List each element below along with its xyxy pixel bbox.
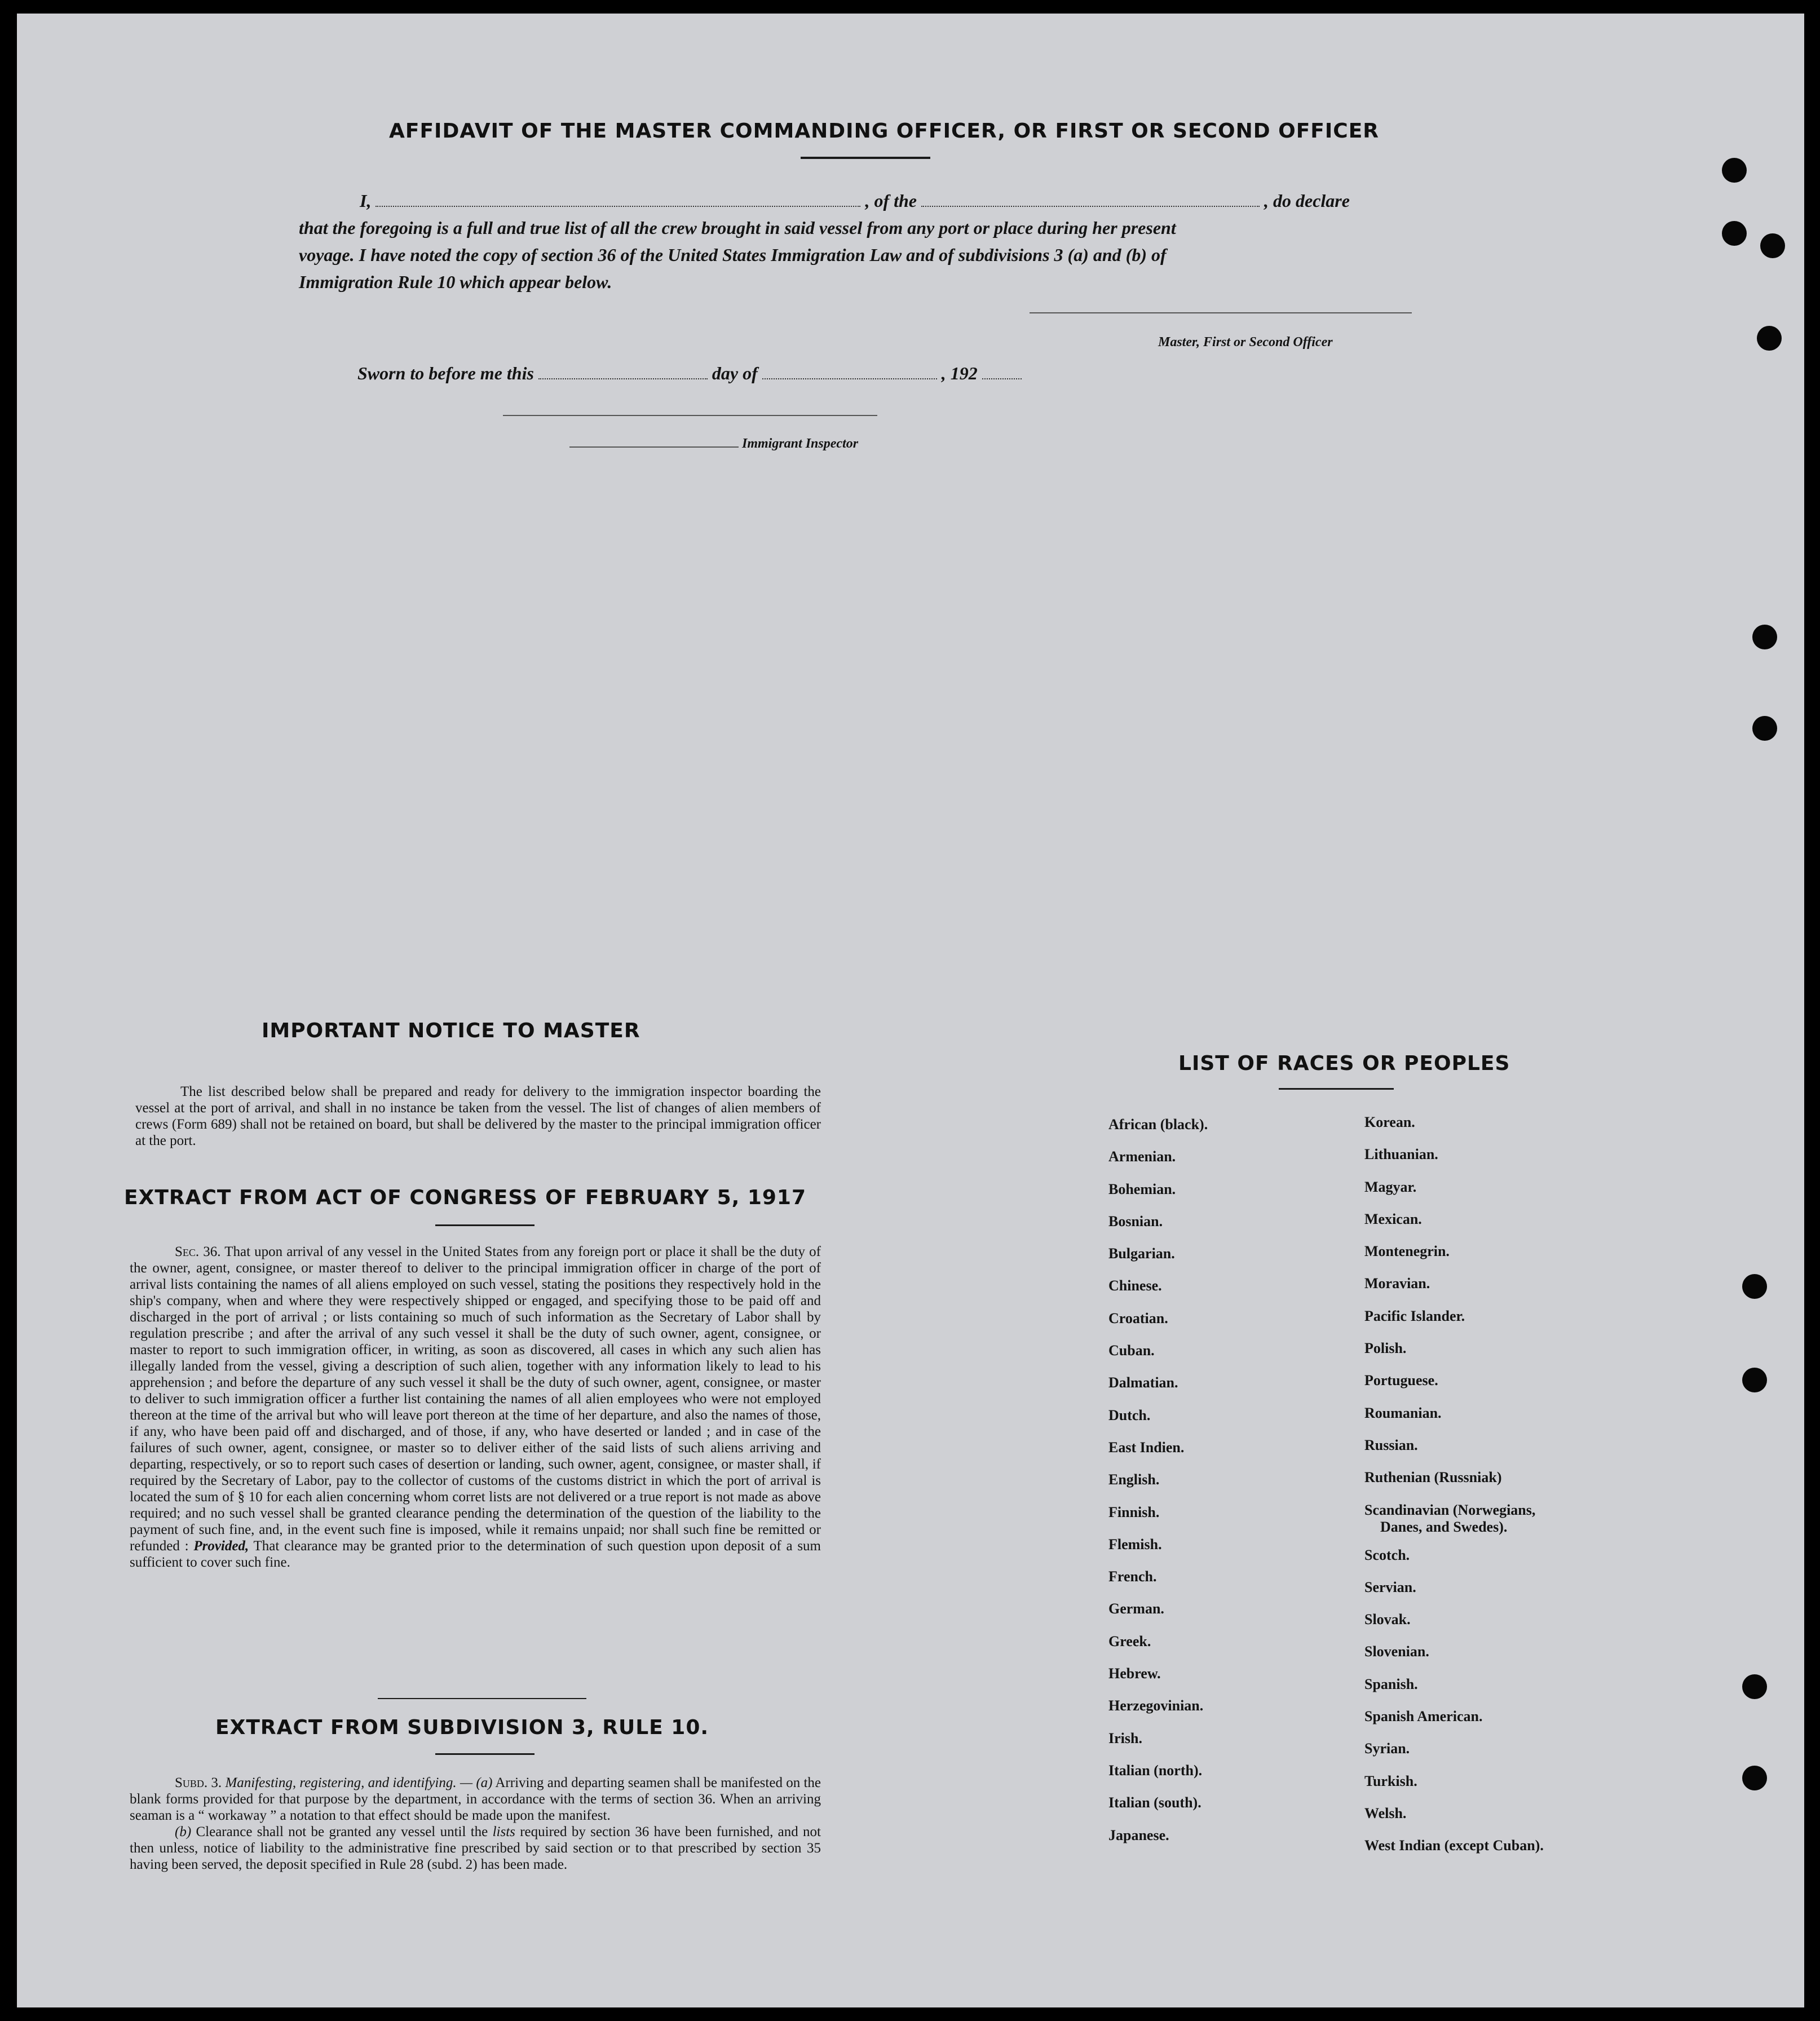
race-item: Spanish American.	[1364, 1708, 1483, 1725]
race-item: Magyar.	[1364, 1178, 1417, 1195]
race-item: Pacific Islander.	[1364, 1307, 1465, 1324]
punch-hole	[1752, 625, 1777, 649]
inspector-caption: Immigrant Inspector	[742, 436, 859, 451]
title-underline	[801, 157, 930, 159]
sworn-day-field[interactable]	[538, 378, 708, 379]
race-item: English.	[1108, 1471, 1160, 1488]
para-a-text: Arriving and departing seamen shall be manifested on the blank forms provided for that purpose by the department, in accordance with the terms of section 36. When an arriving seaman is a “ workaway ” a notation to that effect should be made upon the manifest.	[130, 1775, 821, 1823]
provided-label: Provided,	[193, 1538, 249, 1554]
race-item: Portuguese.	[1364, 1372, 1438, 1389]
race-item: West Indian (except Cuban).	[1364, 1837, 1544, 1854]
para-b-text-post: required by section 36 have been furnished, and not then unless, notice of liability to the administrative fine prescribed by said section or to that prescribed by section 35 having been served, the deposit specified in Rule 28 (subd. 2) has been made.	[130, 1824, 821, 1872]
race-item: Ruthenian (Russniak)	[1364, 1469, 1502, 1486]
para-b-lists: lists	[492, 1824, 515, 1839]
race-line: Danes, and Swedes).	[1380, 1518, 1508, 1535]
races-title: LIST OF RACES OR PEOPLES	[1178, 1052, 1510, 1075]
race-item: Italian (north).	[1108, 1762, 1203, 1779]
act-section-divider	[378, 1698, 586, 1699]
race-item: Montenegrin.	[1364, 1243, 1450, 1260]
subd-heading: Manifesting, registering, and identifying.	[225, 1775, 457, 1790]
race-item: French.	[1108, 1568, 1157, 1585]
race-item: Chinese.	[1108, 1277, 1162, 1294]
statement-line-2: that the foregoing is a full and true list of all the crew brought in said vessel from any port or place during her present	[299, 218, 1176, 238]
subd-label: Subd. 3.	[175, 1775, 222, 1790]
para-b-text-pre: Clearance shall not be granted any vessel until the	[196, 1824, 488, 1839]
officer-name-field[interactable]	[376, 206, 860, 207]
races-right-column	[1364, 1114, 1544, 1870]
vessel-name-field[interactable]	[921, 206, 1260, 207]
races-left-column	[1108, 1116, 1208, 1859]
race-item-multiline	[1364, 1502, 1544, 1547]
act-text-part1: That upon arrival of any vessel in the United States from any foreign port or place it shall be the duty of the owner, agent, consignee, or master thereof to deliver to the principal immigration officer in charge of the port of arrival lists containing the names of all aliens employed on such vessel, stating the positions they respectively hold in the ship's company, when and where they were respectively shipped or engaged, and specifying those to be paid off and discharged in the port of arrival ; or lists containing so much of such information as the Secretary of Labor shall by regulation prescribe ; and after the arrival of any such vessel it shall be the duty of such owner, agent, consignee, or master to report to such immigration officer, in writing, as soon as discovered, all cases in which any such alien has illegally landed from the vessel, giving a description of such alien, together with any information likely to lead to his apprehension ; and before the departure of any such vessel it shall be the duty of such owner, agent, consignee, or master to deliver to such immigration officer a further list containing the names of all alien employees who were not employed thereon at the time of the arrival but who will leave port thereon at the time of her departure, and also the names of those, if any, who have been paid off and discharged, and of those, if any, who have deserted or landed ; and in case of the failures of such owner, agent, consignee, or master so to deliver either of the said lists of such aliens arriving and departing, respectively, or so to report such cases of desertion or landing, such owner, agent, consignee, or master shall, if required by the Secretary of Labor, pay to the collector of customs of the customs district in which the port of arrival is located the sum of § 10 for each alien concerning whom corret lists are not delivered or a true report is not made as above required; and no such vessel shall be granted clearance pending the determination of the question of the liability to the payment of such fine, and, in the event such fine is imposed, while it remains unpaid; nor shall such fine be remitted or refunded :	[130, 1244, 821, 1554]
master-signature-caption: Master, First or Second Officer	[1158, 335, 1333, 350]
punch-hole	[1742, 1674, 1767, 1699]
race-item: Scotch.	[1364, 1546, 1410, 1563]
act-extract-body	[130, 1244, 821, 1571]
inspector-signature-line-2	[569, 446, 739, 448]
race-line: Scandinavian (Norwegians,	[1364, 1501, 1536, 1518]
do-declare-label: , do declare	[1264, 191, 1350, 211]
para-a-marker: — (a)	[460, 1775, 493, 1790]
race-item: Slovenian.	[1364, 1643, 1429, 1660]
document-page	[17, 14, 1804, 2007]
act-text-part2: That clearance may be granted prior to the determination of such question upon deposit of a sum sufficient to cover such fine.	[130, 1538, 821, 1570]
of-the-label: , of the	[865, 191, 917, 211]
section-label: Sec. 36.	[175, 1244, 221, 1259]
i-label: I,	[360, 191, 372, 211]
notice-paragraph: The list described below shall be prepared and ready for delivery to the immigration inspector boarding the vessel at the port of arrival, and shall in no instance be taken from the vessel. The list of changes of alien members of crews (Form 689) shall not be retained on board, but shall be delivered by the master to the principal immigration officer at the port.	[135, 1084, 821, 1148]
year-prefix-label: , 192	[941, 363, 978, 383]
punch-hole	[1742, 1766, 1767, 1790]
race-item: Polish.	[1364, 1340, 1407, 1357]
race-item: German.	[1108, 1600, 1164, 1617]
punch-hole	[1752, 716, 1777, 741]
statement-line-3: voyage. I have noted the copy of section 36 of the United States Immigration Law and of subdivisions 3 (a) and (b) of	[299, 245, 1167, 265]
sworn-month-field[interactable]	[762, 378, 937, 379]
race-item: Welsh.	[1364, 1805, 1407, 1821]
race-item: Italian (south).	[1108, 1794, 1201, 1811]
notice-title: IMPORTANT NOTICE TO MASTER	[262, 1019, 640, 1042]
race-item: Hebrew.	[1108, 1665, 1161, 1682]
race-item: Irish.	[1108, 1730, 1142, 1746]
race-item: Flemish.	[1108, 1536, 1162, 1553]
race-item: Korean.	[1364, 1114, 1415, 1130]
rule-title-underline	[435, 1753, 534, 1755]
race-item: Russian.	[1364, 1436, 1418, 1453]
race-item: Cuban.	[1108, 1342, 1155, 1359]
sworn-label: Sworn to before me this	[357, 363, 534, 383]
race-item: Mexican.	[1364, 1210, 1422, 1227]
punch-hole	[1742, 1368, 1767, 1392]
race-item: Spanish.	[1364, 1675, 1418, 1692]
races-title-underline	[1279, 1088, 1394, 1090]
race-item: Servian.	[1364, 1578, 1416, 1595]
race-item: Finnish.	[1108, 1503, 1160, 1520]
race-item: Roumanian.	[1364, 1404, 1442, 1421]
act-extract-title: EXTRACT FROM ACT OF CONGRESS OF FEBRUARY 5, 1917	[124, 1186, 807, 1209]
race-item: Slovak.	[1364, 1611, 1411, 1628]
race-item: Moravian.	[1364, 1275, 1430, 1292]
sworn-line	[357, 363, 1022, 384]
day-of-label: day of	[712, 363, 758, 383]
inspector-signature-line[interactable]	[503, 415, 877, 416]
notice-body	[135, 1084, 821, 1149]
act-title-underline	[435, 1224, 534, 1226]
punch-hole	[1722, 158, 1747, 183]
punch-hole	[1742, 1274, 1767, 1299]
race-item: Turkish.	[1364, 1772, 1417, 1789]
race-item: Bosnian.	[1108, 1213, 1163, 1230]
affidavit-title: AFFIDAVIT OF THE MASTER COMMANDING OFFICER, OR FIRST OR SECOND OFFICER	[389, 120, 1380, 143]
race-item: Syrian.	[1364, 1740, 1410, 1757]
statement-line-4: Immigration Rule 10 which appear below.	[299, 272, 612, 292]
punch-hole	[1757, 326, 1782, 351]
declaration-line	[360, 191, 1350, 211]
rule-extract-title: EXTRACT FROM SUBDIVISION 3, RULE 10.	[215, 1716, 709, 1739]
race-item: African (black).	[1108, 1116, 1208, 1133]
para-b-marker: (b)	[175, 1824, 192, 1839]
race-item: Greek.	[1108, 1633, 1151, 1649]
sworn-year-field[interactable]	[982, 378, 1022, 379]
race-item: Dalmatian.	[1108, 1374, 1178, 1391]
race-item: Lithuanian.	[1364, 1146, 1438, 1163]
race-item: Herzegovinian.	[1108, 1697, 1204, 1714]
rule-extract-body	[130, 1775, 821, 1873]
race-item: Croatian.	[1108, 1310, 1168, 1326]
race-item: Bulgarian.	[1108, 1245, 1175, 1262]
race-item: Dutch.	[1108, 1407, 1151, 1423]
master-signature-line[interactable]	[1030, 312, 1412, 313]
punch-hole	[1722, 221, 1747, 246]
punch-hole	[1760, 233, 1785, 258]
race-item: Bohemian.	[1108, 1180, 1176, 1197]
race-item: Armenian.	[1108, 1148, 1176, 1165]
race-item: Japanese.	[1108, 1827, 1169, 1843]
race-item: East Indien.	[1108, 1439, 1185, 1456]
